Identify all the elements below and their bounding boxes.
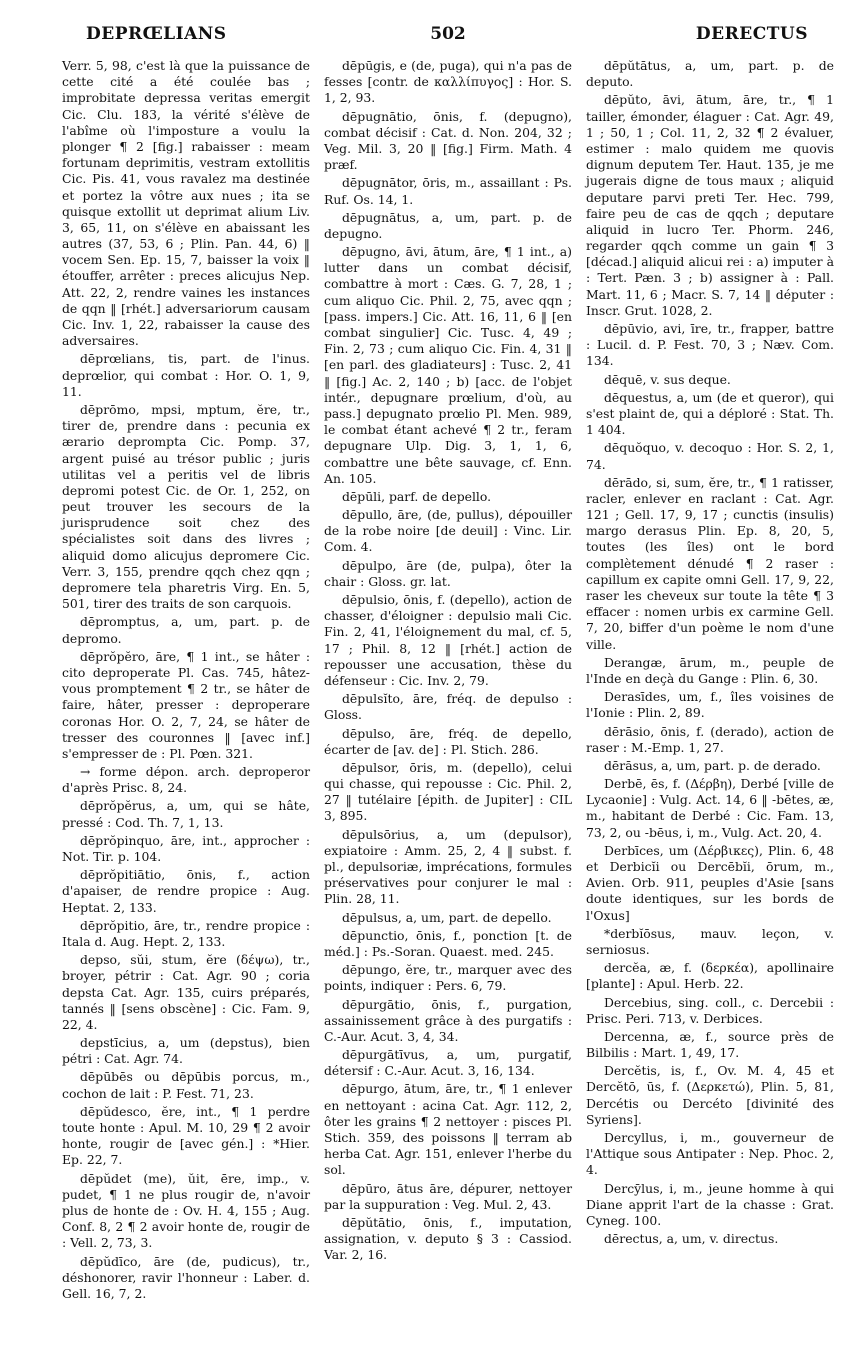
- dictionary-entry: dēpŭtātio, ōnis, f., imputation, assignation, v. deputo § 3 : Cassiod. Var. 2, 16.: [324, 1214, 572, 1263]
- dictionary-entry: dēpulsōrius, a, um (depulsor), expiatoire : Amm. 25, 2, 4 ‖ subst. f. pl., depulsoriæ, imprécations, formules préservatives pour conjurer le mal : Plin. 28, 11.: [324, 826, 572, 907]
- dictionary-entry: dēquŏquo, v. decoquo : Hor. S. 2, 1, 74.: [586, 440, 834, 472]
- dictionary-entry: dēquestus, a, um (de et queror), qui s'est plaint de, qui a déploré : Stat. Th. 1 404.: [586, 389, 834, 438]
- dictionary-entry: dēpulsio, ōnis, f. (depello), action de chasser, d'éloigner : depulsio mali Cic. Fin. 2, 41, l'éloignement du mal, cf. 5, 17 ; Phil. 8, 12 ‖ [rhét.] action de repousser une accusation, thèse du défenseur : Cic. Inv. 2, 79.: [324, 592, 572, 688]
- dictionary-entry: dēpŭto, āvi, ātum, āre, tr., ¶ 1 tailler, émonder, élaguer : Cat. Agr. 49, 1 ; 50, 1 ; Col. 11, 2, 32 ¶ 2 évaluer, estimer : malo quidem me quovis dignum deputem Ter. Haut. 135, je me jugerais digne de tous maux ; aliquid deputare parvi preti Ter. Hec. 799, faire peu de cas de qqch ; deputare aliquid in lucro Ter. Phorm. 246, regarder qqch comme un gain ¶ 3 [décad.] aliquid alicui rei : a) imputer à : Tert. Pæn. 3 ; b) assigner à : Pall. Mart. 11, 6 ; Macr. S. 7, 14 ‖ députer : Inscr. Grut. 1028, 2.: [586, 92, 834, 318]
- dictionary-entry: dēpurgātīvus, a, um, purgatif, détersif : C.-Aur. Acut. 3, 16, 134.: [324, 1047, 572, 1079]
- dictionary-entry: Verr. 5, 98, c'est là que la puissance de cette cité a été coulée bas ; improbitate depressa veritas emergit Cic. Clu. 183, la vérité s'élève de l'abîme où l'imposture a voulu la plonger ¶ 2 [fig.] rabaisser : meam fortunam deprimitis, vestram extollitis Cic. Pis. 41, vous ravalez ma destinée et portez la vôtre aux nues ; ita se quisque extollit ut deprimat alium Liv. 3, 65, 11, on s'élève en abaissant les autres (37, 53, 6 ; Plin. Pan. 44, 6) ‖ vocem Sen. Ep. 15, 7, baisser la voix ‖ étouffer, arrêter : preces alicujus Nep. Att. 22, 2, rendre vaines les instances de qqn ‖ [rhét.] adversariorum causam Cic. Inv. 1, 22, rabaisser la cause des adversaires.: [62, 58, 310, 349]
- dictionary-entry: Dercĕtis, is, f., Ov. M. 4, 45 et Dercĕtō, ūs, f. (Δερκετώ), Plin. 5, 81, Dercétis ou Dercéto [divinité des Syriens].: [586, 1063, 834, 1127]
- dictionary-entry: dēpulsor, ōris, m. (depello), celui qui chasse, qui repousse : Cic. Phil. 2, 27 ‖ tutélaire [épith. de Jupiter] : CIL 3, 895.: [324, 759, 572, 824]
- dictionary-entry: dēpŭdīco, āre (de, pudicus), tr., déshonorer, ravir l'honneur : Laber. d. Gell. 16, 7, 2.: [62, 1253, 310, 1301]
- columns: [62, 58, 834, 1304]
- dictionary-entry: dēpulsus, a, um, part. de depello.: [342, 909, 552, 925]
- dictionary-entry: → forme dépon. arch. deproperor d'après Prisc. 8, 24.: [62, 764, 310, 796]
- dictionary-entry: dēpromptus, a, um, part. p. de depromo.: [62, 614, 310, 646]
- header-first-entry: DEPRŒLIANS: [86, 24, 227, 44]
- dictionary-entry: Derbē, ēs, f. (Δέρβη), Derbé [ville de Lycaonie] : Vulg. Act. 14, 6 ‖ -bētes, æ, m., habitant de Derbé : Cic. Fam. 13, 73, 2, ou -bēus, i, m., Vulg. Act. 20, 4.: [586, 776, 834, 840]
- dictionary-entry: dēpugno, āvi, ātum, āre, ¶ 1 int., a) lutter dans un combat décisif, combattre à mort : Cæs. G. 7, 28, 1 ; cum aliquo Cic. Phil. 2, 75, avec qqn ; [pass. impers.] Cic. Att. 16, 11, 6 ‖ [en combat singulier] Cic. Tusc. 4, 49 ; Fin. 2, 73 ; cum aliquo Cic. Fin. 4, 31 ‖ [en parl. des gladiateurs] : Tusc. 2, 41 ‖ [fig.] Ac. 2, 140 ; b) [acc. de l'objet intér., depugnare prœlium, d'où, au pass.] depugnato prœlio Pl. Men. 989, le combat étant achevé ¶ 2 tr., feram depugnare Ulp. Dig. 3, 1, 1, 6, combattre une bête sauvage, cf. Enn. An. 105.: [324, 244, 572, 486]
- dictionary-entry: dēpunctio, ōnis, f., ponction [t. de méd.] : Ps.-Soran. Quaest. med. 245.: [324, 927, 572, 959]
- dictionary-entry: dēprœlians, tis, part. de l'inus. deprœlior, qui combat : Hor. O. 1, 9, 11.: [62, 351, 310, 399]
- dictionary-entry: Derbīces, um (Δέρβικες), Plin. 6, 48 et Derbicĭi ou Dercēbĭi, ōrum, m., Avien. Orb. 911, peuples d'Asie [sans doute identiques, sur les bords de l'Oxus]: [586, 842, 834, 923]
- dictionary-entry: dēpūvio, avi, īre, tr., frapper, battre : Lucil. d. P. Fest. 70, 3 ; Næv. Com. 134.: [586, 321, 834, 369]
- dictionary-entry: dēprŏpĕrus, a, um, qui se hâte, pressé : Cod. Th. 7, 1, 13.: [62, 798, 310, 830]
- dictionary-entry: dēpulso, āre, fréq. de depello, écarter de [av. de] : Pl. Stich. 286.: [324, 725, 572, 757]
- header-last-entry: DERECTUS: [695, 24, 808, 44]
- dictionary-entry: dēpullo, āre, (de, pullus), dépouiller de la robe noire [de deuil] : Vinc. Lir. Com. 4.: [324, 507, 572, 555]
- dictionary-entry: dēpūli, parf. de depello.: [342, 488, 492, 504]
- dictionary-entry: depso, sŭi, stum, ĕre (δέψω), tr., broyer, pétrir : Cat. Agr. 90 ; coria depsta Cat. Agr. 135, cuirs préparés, tannés ‖ [sens obscène] : Cic. Fam. 9, 22, 4.: [62, 952, 310, 1032]
- dictionary-entry: dēprŏpĕro, āre, ¶ 1 int., se hâter : cito deproperate Pl. Cas. 745, hâtez-vous promptement ¶ 2 tr., se hâter de faire, hâter, presser : deproperare coronas Hor. O. 2, 7, 24, se hâter de tresser des couronnes ‖ [avec inf.] s'empresser de : Pl. Pœn. 321.: [62, 648, 310, 761]
- dictionary-entry: dēpŭdesco, ĕre, int., ¶ 1 perdre toute honte : Apul. M. 10, 29 ¶ 2 avoir honte, rougir de [avec gén.] : *Hier. Ep. 22, 7.: [62, 1103, 310, 1168]
- dictionary-entry: Derasīdes, um, f., îles voisines de l'Ionie : Plin. 2, 89.: [586, 689, 834, 721]
- dictionary-entry: dēpugnātor, ōris, m., assaillant : Ps. Ruf. Os. 14, 1.: [324, 175, 572, 207]
- dictionary-entry: dērāsus, a, um, part. p. de derado.: [604, 757, 821, 773]
- dictionary-entry: Dercebius, sing. coll., c. Dercebii : Prisc. Peri. 713, v. Derbices.: [586, 994, 834, 1026]
- dictionary-entry: dēpurgo, ātum, āre, tr., ¶ 1 enlever en nettoyant : acina Cat. Agr. 112, 2, ôter les grains ¶ 2 nettoyer : pisces Pl. Stich. 359, des poissons ‖ terram ab herba Cat. Agr. 151, enlever l'herbe du sol.: [324, 1081, 572, 1178]
- dictionary-entry: dēpūgis, e (de, puga), qui n'a pas de fesses [contr. de καλλίπυγος] : Hor. S. 1, 2, 93.: [324, 58, 572, 106]
- page-number: 502: [430, 24, 466, 44]
- dictionary-entry: dēpurgātio, ōnis, f., purgation, assainissement grâce à des purgatifs : C.-Aur. Acut. 3, 4, 34.: [324, 996, 572, 1044]
- dictionary-entry: dēpulpo, āre (de, pulpa), ôter la chair : Gloss. gr. lat.: [324, 557, 572, 589]
- dictionary-entry: Derangæ, ārum, m., peuple de l'Inde en deçà du Gange : Plin. 6, 30.: [586, 654, 834, 686]
- dictionary-entry: dēpungo, ĕre, tr., marquer avec des points, indiquer : Pers. 6, 79.: [324, 962, 572, 994]
- dictionary-entry: dēprŏpitio, āre, tr., rendre propice : Itala d. Aug. Hept. 2, 133.: [62, 917, 310, 949]
- dictionary-entry: dēprŏpitiātio, ōnis, f., action d'apaiser, de rendre propice : Aug. Heptat. 2, 133.: [62, 867, 310, 915]
- dictionary-entry: dēpūro, ātus āre, dépurer, nettoyer par la suppuration : Veg. Mul. 2, 43.: [324, 1180, 572, 1212]
- dictionary-entry: dēpugnātio, ōnis, f. (depugno), combat décisif : Cat. d. Non. 204, 32 ; Veg. Mil. 3, 20 ‖ [fig.] Firm. Math. 4 præf.: [324, 108, 572, 173]
- dictionary-entry: dēquē, v. sus deque.: [604, 371, 731, 387]
- dictionary-entry: dērāsio, ōnis, f. (derado), action de raser : M.-Emp. 1, 27.: [586, 723, 834, 755]
- dictionary-entry: Dercȳlus, i, m., jeune homme à qui Diane apprit l'art de la chasse : Grat. Cyneg. 100.: [586, 1180, 834, 1228]
- dictionary-entry: Dercyllus, i, m., gouverneur de l'Attique sous Antipater : Nep. Phoc. 2, 4.: [586, 1130, 834, 1178]
- running-header: [62, 22, 834, 48]
- dictionary-entry: dēpŭtātus, a, um, part. p. de deputo.: [586, 58, 834, 90]
- dictionary-entry: dercĕa, æ, f. (δερκέα), apollinaire [plante] : Apul. Herb. 22.: [586, 960, 834, 992]
- dictionary-entry: dērādo, si, sum, ĕre, tr., ¶ 1 ratisser, racler, enlever en raclant : Cat. Agr. 121 ; Gell. 17, 9, 17 ; cunctis (insulis) margo derasus Plin. Ep. 8, 20, 5, toutes (les îles) ont le bord complètement dénudé ¶ 2 raser : capillum ex capite omni Gell. 17, 9, 22, raser les cheveux sur toute la tête ¶ 3 effacer : nomen urbis ex carmine Gell. 7, 20, biffer d'un poème le nom d'une ville.: [586, 474, 834, 652]
- column-1: [62, 58, 310, 1304]
- dictionary-entry: dēpŭdet (me), ŭit, ēre, imp., v. pudet, ¶ 1 ne plus rougir de, n'avoir plus de honte de : Ov. H. 4, 155 ; Aug. Conf. 8, 2 ¶ 2 avoir honte de, rougir de : Vell. 2, 73, 3.: [62, 1170, 310, 1251]
- dictionary-entry: Dercenna, æ, f., source près de Bilbilis : Mart. 1, 49, 17.: [586, 1028, 834, 1061]
- dictionary-entry: *derbĭōsus, mauv. leçon, v. serniosus.: [586, 925, 834, 957]
- column-2: [324, 58, 572, 1304]
- dictionary-entry: dēprōmo, mpsi, mptum, ĕre, tr., tirer de, prendre dans : pecunia ex ærario deprompta Cic. Pomp. 37, argent puisé au trésor public ; juris utilitas vel a peritis vel de libris depromi potest Cic. de Or. 1, 252, on peut trouver les secours de la jurisprudence soit chez des spécialistes soit dans des livres ; aliquid domo alicujus depromere Cic. Verr. 3, 155, prendre qqch chez qqn ; depromere tela pharetris Virg. En. 5, 501, tirer des traits de son carquois.: [62, 401, 310, 612]
- dictionary-entry: dēprŏpinquo, āre, int., approcher : Not. Tir. p. 104.: [62, 832, 310, 864]
- dictionary-entry: dēpulsĭto, āre, fréq. de depulso : Gloss.: [324, 691, 572, 723]
- dictionary-entry: dēpugnātus, a, um, part. p. de depugno.: [324, 209, 572, 241]
- column-3: [586, 58, 834, 1304]
- dictionary-entry: depstīcius, a, um (depstus), bien pétri : Cat. Agr. 74.: [62, 1035, 310, 1067]
- dictionary-entry: dērectus, a, um, v. directus.: [604, 1231, 779, 1247]
- dictionary-entry: dēpūbēs ou dēpūbis porcus, m., cochon de lait : P. Fest. 71, 23.: [62, 1069, 310, 1101]
